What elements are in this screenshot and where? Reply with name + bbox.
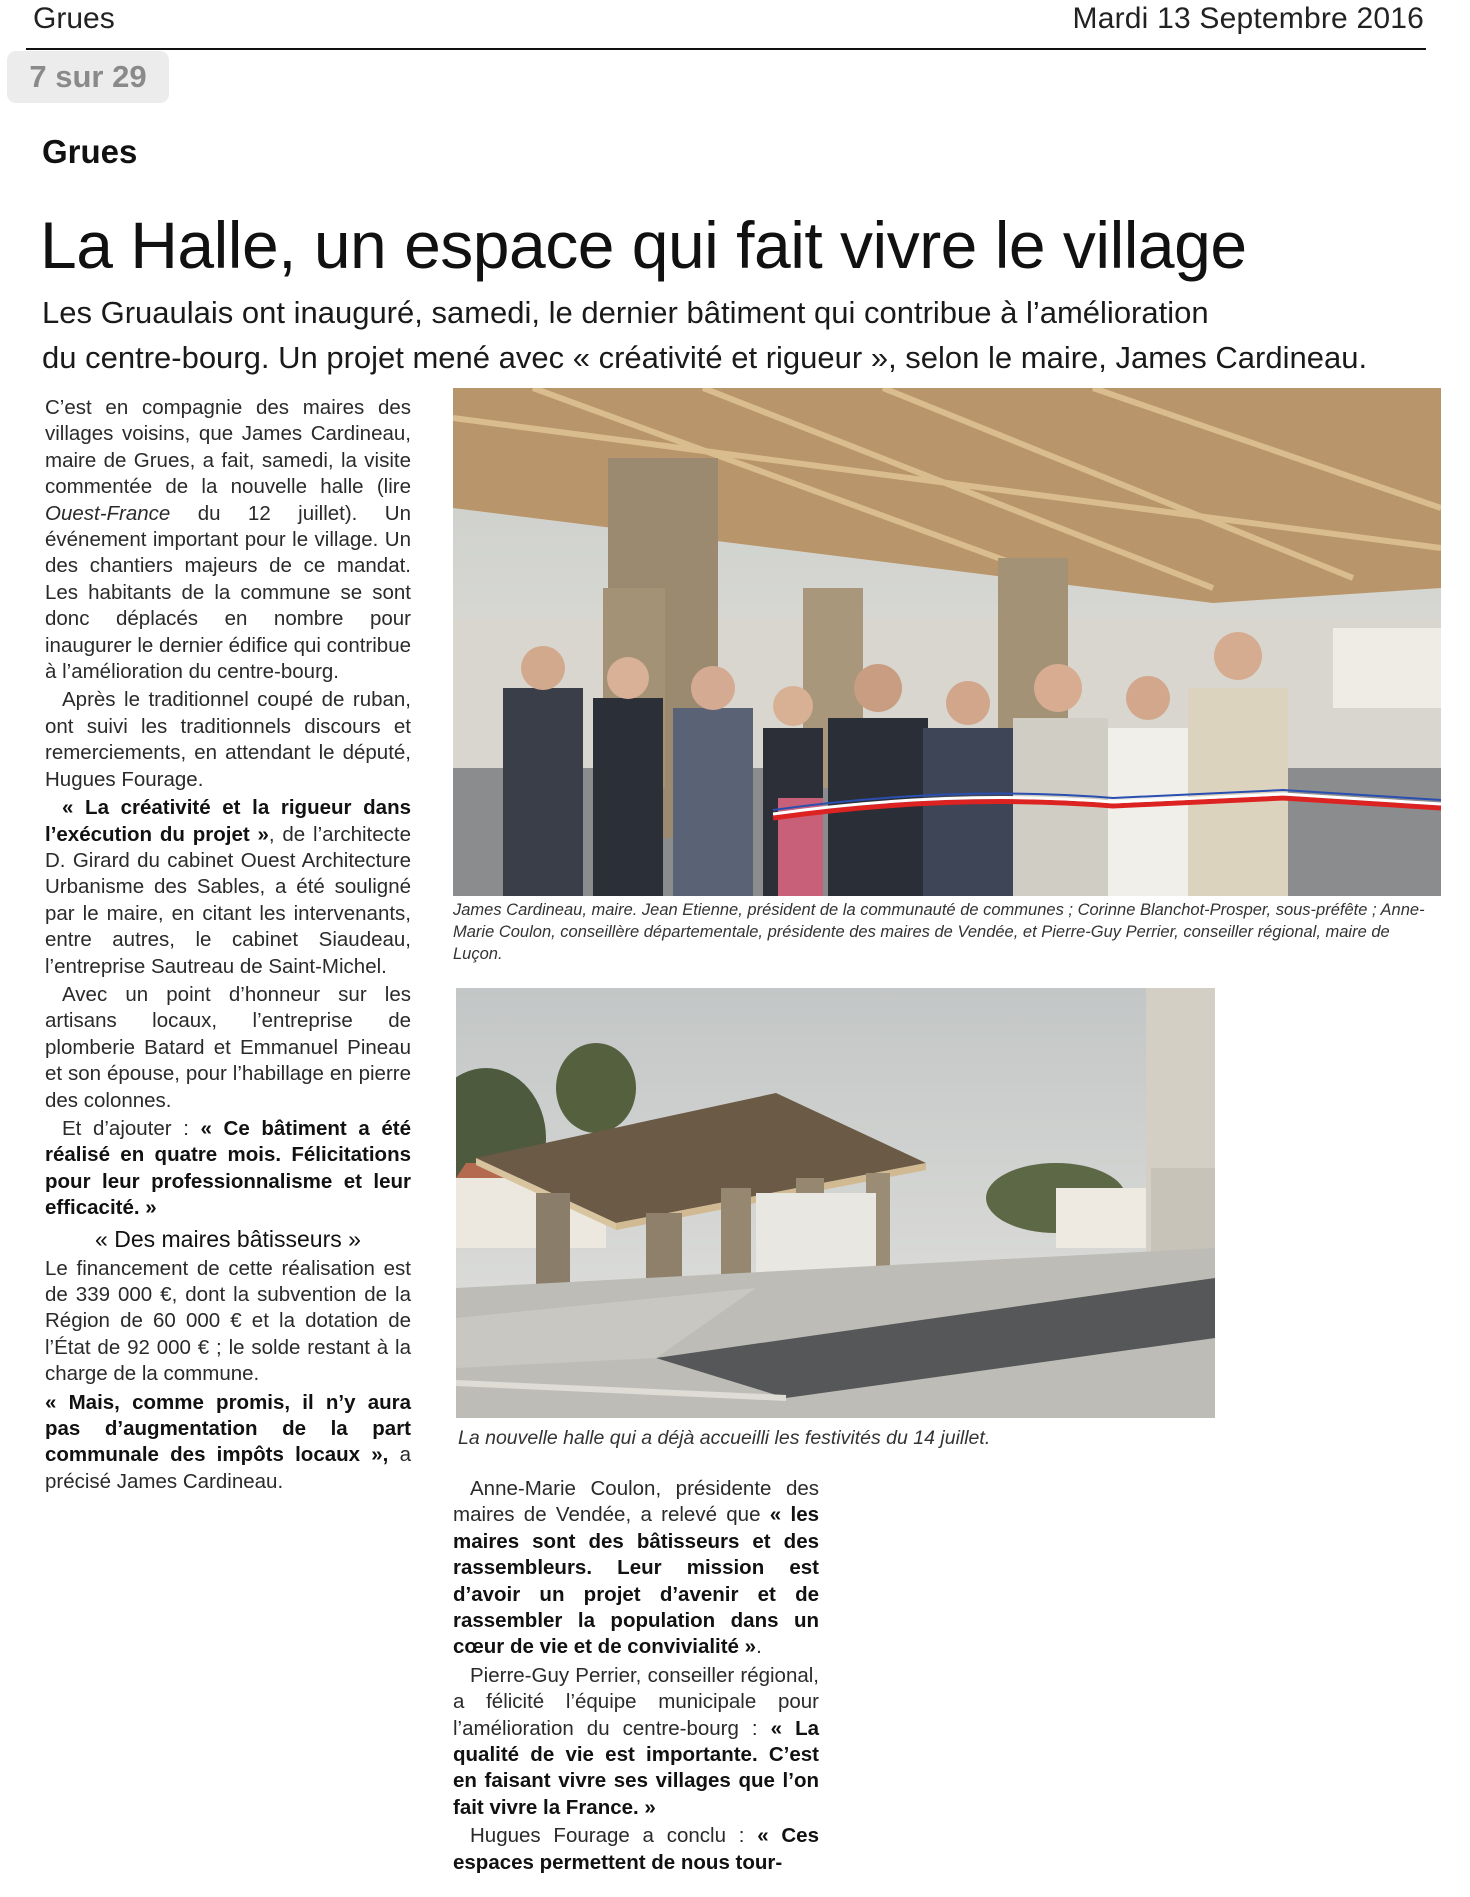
inauguration-photo-image [453,388,1441,896]
page-indicator: 7 sur 29 [7,51,169,103]
text-run: , de l’architecte D. Girard du cabinet Ouest Architecture Urbanisme des Sables, a été souligné par le maire, en citant les intervenants, entre autres, le cabinet Siaudeau, l’entreprise Sautreau de Saint-Michel. [45,822,412,978]
standfirst-line: du centre-bourg. Un projet mené avec « créativité et rigueur », selon le maire, James Cardineau. [42,340,1368,375]
article-headline: La Halle, un espace qui fait vivre le village [40,208,1247,282]
article-column-middle [453,1476,819,1878]
quote: « La qualité de vie est importante. C’est en faisant vivre ses villages que l’on fait vivre la France. » [453,1716,819,1819]
standfirst-line: Les Gruaulais ont inauguré, samedi, le dernier bâtiment qui contribue à l’amélioration [42,295,1209,330]
quote: « Ce bâtiment a été réalisé en quatre mois. Félicitations pour leur professionnalisme et leur efficacité. » [45,1116,411,1220]
text-run: . [756,1635,762,1659]
quote: « Mais, comme promis, il n’y aura pas d’augmentation de la part communale des impôts locaux », [45,1390,411,1467]
header-divider [26,48,1426,50]
paragraph: Après le traditionnel coupé de ruban, ont suivi les traditionnels discours et remerciements, en attendant le député, Hugues Fourage. [45,688,411,791]
paragraph [45,1116,411,1222]
quote: « La créativité et la rigueur dans l’exécution du projet » [45,796,411,846]
section-label: Grues [42,133,138,170]
text-run: C’est en compagnie des maires des villages voisins, que James Cardineau, maire de Grues, a fait, samedi, la visite commentée de la nouvelle halle (lire [45,396,411,499]
article-standfirst [42,290,1442,380]
paragraph [45,1390,411,1496]
inauguration-photo-caption: James Cardineau, maire. Jean Etienne, président de la communauté de communes ; Corinne Blanchot-Prosper, sous-préfête ; Anne-Marie Coulon, conseillère départementale, présidente des maires de Vendée, et Pierre-Guy Perrier, conseiller régional, maire de Luçon. [453,901,1425,963]
paragraph [45,795,411,980]
newspaper-name: Ouest-France [45,501,171,525]
paragraph: Avec un point d’honneur sur les artisans locaux, l’entreprise de plomberie Batard et Emmanuel Pineau et son épouse, pour l’habillage en pierre des colonnes. [45,982,411,1112]
paragraph [45,395,411,685]
text-run: a précisé James Cardineau. [45,1443,411,1493]
text-run: Et d’ajouter : [62,1116,201,1140]
market-hall-photo [456,988,1215,1418]
text-run: Pierre-Guy Perrier, conseiller régional, a félicité l’équipe municipale pour l’amélioration du centre-bourg : [453,1663,819,1740]
paragraph [453,1823,819,1876]
market-hall-photo-caption: La nouvelle halle qui a déjà accueilli les festivités du 14 juillet. [458,1427,991,1449]
quote: « les maires sont des bâtisseurs et des rassembleurs. Leur mission est d’avoir un projet d’avenir et de rassembler la population dans un cœur de vie et de convivialité » [453,1503,819,1659]
header-town-name: Grues [33,2,115,35]
quote: « Ces espaces permettent de nous tour- [453,1824,819,1874]
article-column-left [45,395,411,1497]
header-date: Mardi 13 Septembre 2016 [1072,2,1424,35]
text-run: du 12 juillet). Un événement important pour le village. Un des chantiers majeurs de ce mandat. Les habitants de la commune se sont donc déplacés en nombre pour inaugurer le dernier édifice qui contribue à l’amélioration du centre-bourg. [45,501,411,684]
inauguration-photo [453,388,1441,896]
paragraph: Le financement de cette réalisation est de 339 000 €, dont la subvention de la Région de 60 000 € et la dotation de l’État de 92 000 € ; le solde restant à la charge de la commune. [45,1256,411,1386]
text-run: Anne-Marie Coulon, présidente des maires de Vendée, a relevé que [453,1477,819,1527]
article-subheading: « Des maires bâtisseurs » [95,1225,361,1252]
text-run: Hugues Fourage a conclu : [470,1824,758,1848]
paragraph [453,1476,819,1661]
market-hall-photo-image [456,988,1215,1418]
paragraph [453,1663,819,1821]
